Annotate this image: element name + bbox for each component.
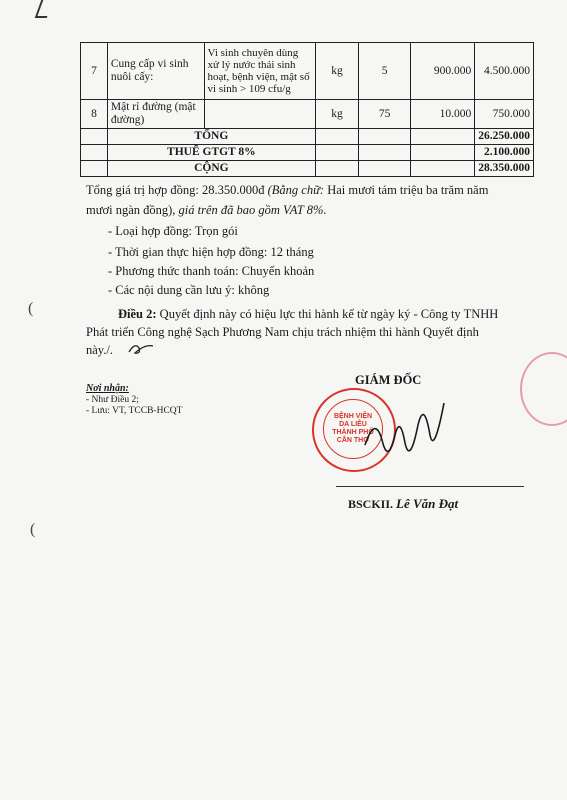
recipient-item: - Như Điều 2; <box>86 394 139 405</box>
row-total: 750.000 <box>475 100 534 129</box>
table-row <box>81 100 534 129</box>
subtotal-label: TỔNG <box>107 129 315 145</box>
vat-value: 2.100.000 <box>475 145 534 161</box>
article-2-line-1 <box>118 305 498 323</box>
row-unit: kg <box>315 100 358 129</box>
in-words-label: (Bằng chữ: <box>267 183 325 197</box>
notes-item: - Các nội dung cần lưu ý: không <box>108 283 270 297</box>
table-row <box>81 43 534 100</box>
row-name: Cung cấp vi sinh nuôi cấy: <box>107 43 204 100</box>
row-unit: kg <box>315 43 358 100</box>
contract-total-line-1 <box>86 181 488 199</box>
signature-divider <box>336 486 524 487</box>
total-amount-text: Tổng giá trị hợp đồng: 28.350.000đ <box>86 183 268 197</box>
items-table <box>80 42 534 177</box>
signer-name: Lê Văn Đạt <box>396 496 459 511</box>
in-words-text: Hai mươi tám triệu ba trăm năm <box>324 183 489 197</box>
stamp-line: BỆNH VIỆN <box>333 413 373 420</box>
row-qty: 5 <box>359 43 411 100</box>
subtotal-value: 26.250.000 <box>475 129 534 145</box>
handwritten-signature <box>360 395 450 475</box>
stamp-line: THÀNH PHỐ <box>332 429 374 436</box>
row-spec <box>204 100 315 129</box>
article-2-label: Điều 2: <box>118 307 157 321</box>
page-fold-mark <box>35 0 54 18</box>
signer-prefix: BSCKII. <box>348 497 394 511</box>
sum-row-subtotal <box>81 129 534 145</box>
contract-duration-item: - Thời gian thực hiện hợp đồng: 12 tháng <box>108 245 314 259</box>
row-qty: 75 <box>359 100 411 129</box>
grand-total-label: CỘNG <box>107 161 315 177</box>
row-no: 8 <box>81 100 108 129</box>
handwritten-initial <box>127 340 157 358</box>
article-2-line-3: này./. <box>86 343 113 357</box>
vat-note: , giá trên đã bao gồm VAT 8%. <box>172 203 327 217</box>
stamp-line: CẦN THƠ <box>336 437 370 444</box>
row-price: 900.000 <box>411 43 475 100</box>
contract-type-item: - Loại hợp đồng: Trọn gói <box>108 224 238 238</box>
article-2-line-2: Phát triển Công nghệ Sạch Phương Nam chịu trách nhiệm thi hành Quyết định <box>86 325 479 339</box>
stamp-line: DA LIỄU <box>339 421 367 428</box>
row-name: Mật rỉ đường (mật đường) <box>107 100 204 129</box>
recipients-heading: Nơi nhận: <box>86 383 129 394</box>
grand-total-value: 28.350.000 <box>475 161 534 177</box>
payment-method-item: - Phương thức thanh toán: Chuyển khoản <box>108 264 315 278</box>
sum-row-grand-total <box>81 161 534 177</box>
margin-mark: ( <box>28 300 34 317</box>
row-no: 7 <box>81 43 108 100</box>
signer-name-line <box>348 496 458 512</box>
director-title: GIÁM ĐỐC <box>355 373 422 387</box>
article-2-text: Quyết định này có hiệu lực thi hành kể từ ngày ký - Công ty TNHH <box>156 307 499 321</box>
sum-row-vat <box>81 145 534 161</box>
row-total: 4.500.000 <box>475 43 534 100</box>
partial-seal-stamp <box>520 352 567 426</box>
vat-label: THUẾ GTGT 8% <box>107 145 315 161</box>
in-words-text-cont: mươi ngàn đồng) <box>86 203 173 217</box>
recipients-block <box>86 383 182 418</box>
row-spec: Vi sinh chuyên dùng xử lý nước thải sinh hoạt, bệnh viện, mật số vi sinh > 109 cfu/g <box>204 43 315 100</box>
row-price: 10.000 <box>411 100 475 129</box>
contract-total-line-2 <box>86 201 327 219</box>
margin-mark: ( <box>30 521 36 538</box>
recipient-item: - Lưu: VT, TCCB-HCQT <box>86 406 183 416</box>
